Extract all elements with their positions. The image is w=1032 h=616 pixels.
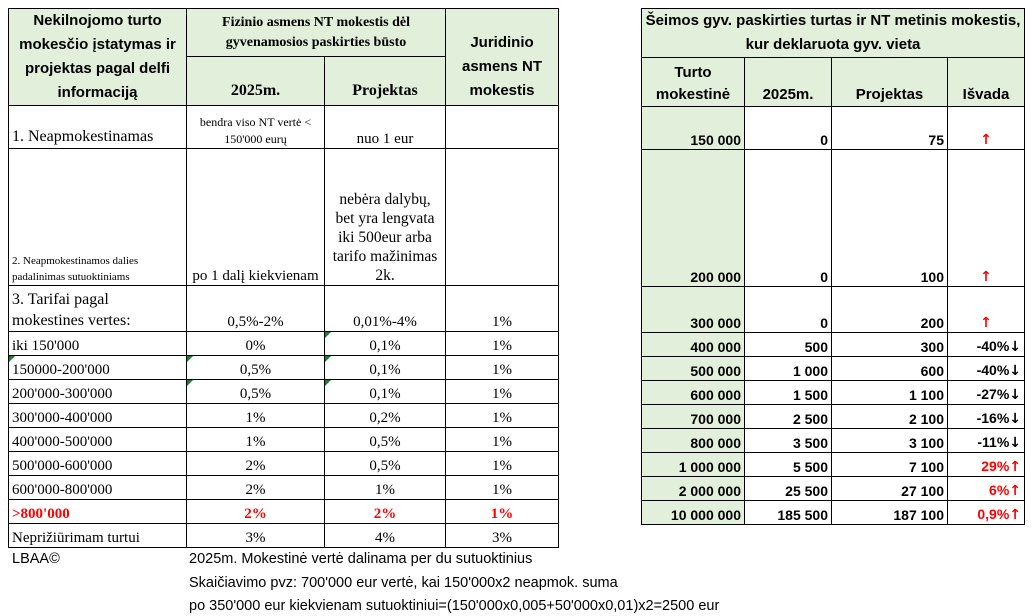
conclusion-text: 29% xyxy=(981,458,1010,474)
cell-value: 150 000 xyxy=(642,107,745,150)
col-2025-header: 2025m. xyxy=(745,58,832,107)
cell-project: 2 100 xyxy=(832,405,948,429)
cell-conclusion xyxy=(948,333,1025,357)
cell-conclusion xyxy=(948,501,1025,525)
arrow-up-icon: ↑ xyxy=(980,132,992,148)
cell-2025: 0 xyxy=(745,107,832,150)
cell-2025: 185 500 xyxy=(745,501,832,525)
cell-2025: 2% xyxy=(187,452,325,476)
row-label: Neprižiūrimam turtui xyxy=(9,524,187,548)
footer-note-1: 2025m. Mokestinė vertė dalinama per du sutuoktinius xyxy=(189,551,533,567)
cell-2025-highlight: 2% xyxy=(187,500,325,524)
cell-conclusion xyxy=(948,150,1025,287)
cell-value: 600 000 xyxy=(642,381,745,405)
cell-project: 187 100 xyxy=(832,501,948,525)
cell-project: 200 xyxy=(832,287,948,333)
cell-2025: 0% xyxy=(187,332,325,356)
row-label: 400'000-500'000 xyxy=(9,428,187,452)
conclusion-text: -11% xyxy=(977,434,1010,450)
col-value-header: Turto mokestinė xyxy=(642,58,745,107)
legal-entity-header: Juridinio asmens NT mokestis xyxy=(446,9,559,106)
cell-project: nebėra dalybų, bet yra lengvata iki 500eur arba tarifo mažinimas 2k. xyxy=(325,149,446,286)
cell-project: 0,5% xyxy=(325,452,446,476)
cell-2025: 5 500 xyxy=(745,453,832,477)
cell-2025: 0,5%-2% xyxy=(187,286,325,332)
cell-project: 0,2% xyxy=(325,404,446,428)
cell-value: 800 000 xyxy=(642,429,745,453)
cell-legal: 3% xyxy=(446,524,559,548)
cell-2025: 1 000 xyxy=(745,357,832,381)
cell-2025: po 1 dalį kiekvienam xyxy=(187,149,325,286)
cell-legal: 1% xyxy=(446,356,559,380)
cell-conclusion xyxy=(948,405,1025,429)
conclusion-text: -40% xyxy=(976,362,1010,378)
tax-law-comparison-table xyxy=(8,8,559,548)
row-label: 300'000-400'000 xyxy=(9,404,187,428)
row-label: iki 150'000 xyxy=(9,332,187,356)
cell-project: 0,1% xyxy=(325,356,446,380)
cell-value: 1 000 000 xyxy=(642,453,745,477)
row-label: 2. Neapmokestinamos dalies padalinimas sutuoktiniams xyxy=(9,149,187,286)
cell-value: 10 000 000 xyxy=(642,501,745,525)
cell-project: 4% xyxy=(325,524,446,548)
cell-2025: 3 500 xyxy=(745,429,832,453)
cell-conclusion xyxy=(948,477,1025,501)
conclusion-text: -40% xyxy=(976,338,1010,354)
cell-2025: 25 500 xyxy=(745,477,832,501)
cell-2025: 1 500 xyxy=(745,381,832,405)
cell-legal-highlight: 1% xyxy=(446,500,559,524)
cell-conclusion xyxy=(948,453,1025,477)
cell-conclusion xyxy=(948,429,1025,453)
cell-2025: 1% xyxy=(187,428,325,452)
row-label: 200'000-300'000 xyxy=(9,380,187,404)
cell-project: 0,1% xyxy=(325,332,446,356)
col-project-header: Projektas xyxy=(832,58,948,107)
cell-value: 2 000 000 xyxy=(642,477,745,501)
cell-value: 500 000 xyxy=(642,357,745,381)
cell-legal xyxy=(446,149,559,286)
cell-2025: 2 500 xyxy=(745,405,832,429)
cell-conclusion xyxy=(948,357,1025,381)
cell-legal: 1% xyxy=(446,404,559,428)
arrow-up-icon: ↑ xyxy=(1009,507,1022,523)
cell-2025: 500 xyxy=(745,333,832,357)
cell-project: 7 100 xyxy=(832,453,948,477)
row-label: 150000-200'000 xyxy=(9,356,187,380)
cell-legal: 1% xyxy=(446,332,559,356)
row-label: 500'000-600'000 xyxy=(9,452,187,476)
cell-legal: 1% xyxy=(446,428,559,452)
arrow-up-icon: ↑ xyxy=(980,269,992,285)
arrow-down-icon: ↓ xyxy=(1009,363,1022,379)
cell-2025: 1% xyxy=(187,404,325,428)
cell-legal: 1% xyxy=(446,380,559,404)
arrow-up-icon: ↑ xyxy=(980,315,992,331)
cell-project: 1 100 xyxy=(832,381,948,405)
cell-project: 0,01%-4% xyxy=(325,286,446,332)
conclusion-text: -16% xyxy=(976,410,1010,426)
cell-2025: 0,5% xyxy=(187,380,325,404)
cell-project-highlight: 2% xyxy=(325,500,446,524)
arrow-down-icon: ↓ xyxy=(1009,387,1022,403)
cell-project: 3 100 xyxy=(832,429,948,453)
row-label-highlight: >800'000 xyxy=(9,500,187,524)
arrow-up-icon: ↑ xyxy=(1009,483,1022,499)
cell-project: nuo 1 eur xyxy=(325,106,446,149)
conclusion-text: 0,9% xyxy=(977,506,1010,522)
col-project-header: Projektas xyxy=(325,57,446,106)
row-label: 600'000-800'000 xyxy=(9,476,187,500)
family-property-tax-table xyxy=(641,8,1025,525)
cell-conclusion xyxy=(948,381,1025,405)
cell-value: 400 000 xyxy=(642,333,745,357)
cell-2025: 2% xyxy=(187,476,325,500)
copyright-label: LBAA© xyxy=(12,551,60,567)
cell-conclusion xyxy=(948,107,1025,150)
cell-project: 27 100 xyxy=(832,477,948,501)
cell-value: 200 000 xyxy=(642,150,745,287)
cell-value: 300 000 xyxy=(642,287,745,333)
cell-project: 600 xyxy=(832,357,948,381)
cell-conclusion xyxy=(948,287,1025,333)
cell-project: 75 xyxy=(832,107,948,150)
arrow-down-icon: ↓ xyxy=(1009,435,1022,451)
arrow-up-icon: ↑ xyxy=(1009,459,1022,475)
cell-project: 0,5% xyxy=(325,428,446,452)
cell-project: 300 xyxy=(832,333,948,357)
col-2025-header: 2025m. xyxy=(187,57,325,106)
footer-note-2: Skaičiavimo pvz: 700'000 eur vertė, kai 150'000x2 neapmok. suma xyxy=(189,575,618,591)
individual-tax-group-header: Fizinio asmens NT mokestis dėl gyvenamosios paskirties būsto xyxy=(187,9,446,57)
row-label: 1. Neapmokestinamas xyxy=(9,106,187,149)
conclusion-text: -27% xyxy=(976,386,1010,402)
conclusion-text: 6% xyxy=(989,482,1010,498)
footer-note-3: po 350'000 eur kiekvienam sutuoktiniui=(150'000x0,005+50'000x0,01)x2=2500 eur xyxy=(189,598,720,614)
law-title-header: Nekilnojomo turto mokesčio įstatymas ir projektas pagal delfi informaciją xyxy=(9,9,187,106)
cell-value: 700 000 xyxy=(642,405,745,429)
cell-legal: 1% xyxy=(446,476,559,500)
cell-legal: 1% xyxy=(446,452,559,476)
arrow-down-icon: ↓ xyxy=(1009,411,1022,427)
cell-2025: bendra viso NT vertė < 150'000 eurų xyxy=(187,106,325,149)
family-property-header: Šeimos gyv. paskirties turtas ir NT metinis mokestis, kur deklaruota gyv. vieta xyxy=(642,9,1025,58)
cell-project: 1% xyxy=(325,476,446,500)
cell-legal xyxy=(446,106,559,149)
row-label: 3. Tarifai pagal mokestines vertes: xyxy=(9,286,187,332)
col-conclusion-header: Išvada xyxy=(948,58,1025,107)
cell-2025: 0 xyxy=(745,150,832,287)
cell-project: 0,1% xyxy=(325,380,446,404)
cell-2025: 0 xyxy=(745,287,832,333)
cell-project: 100 xyxy=(832,150,948,287)
cell-2025: 0,5% xyxy=(187,356,325,380)
arrow-down-icon: ↓ xyxy=(1009,339,1022,355)
cell-2025: 3% xyxy=(187,524,325,548)
cell-legal: 1% xyxy=(446,286,559,332)
